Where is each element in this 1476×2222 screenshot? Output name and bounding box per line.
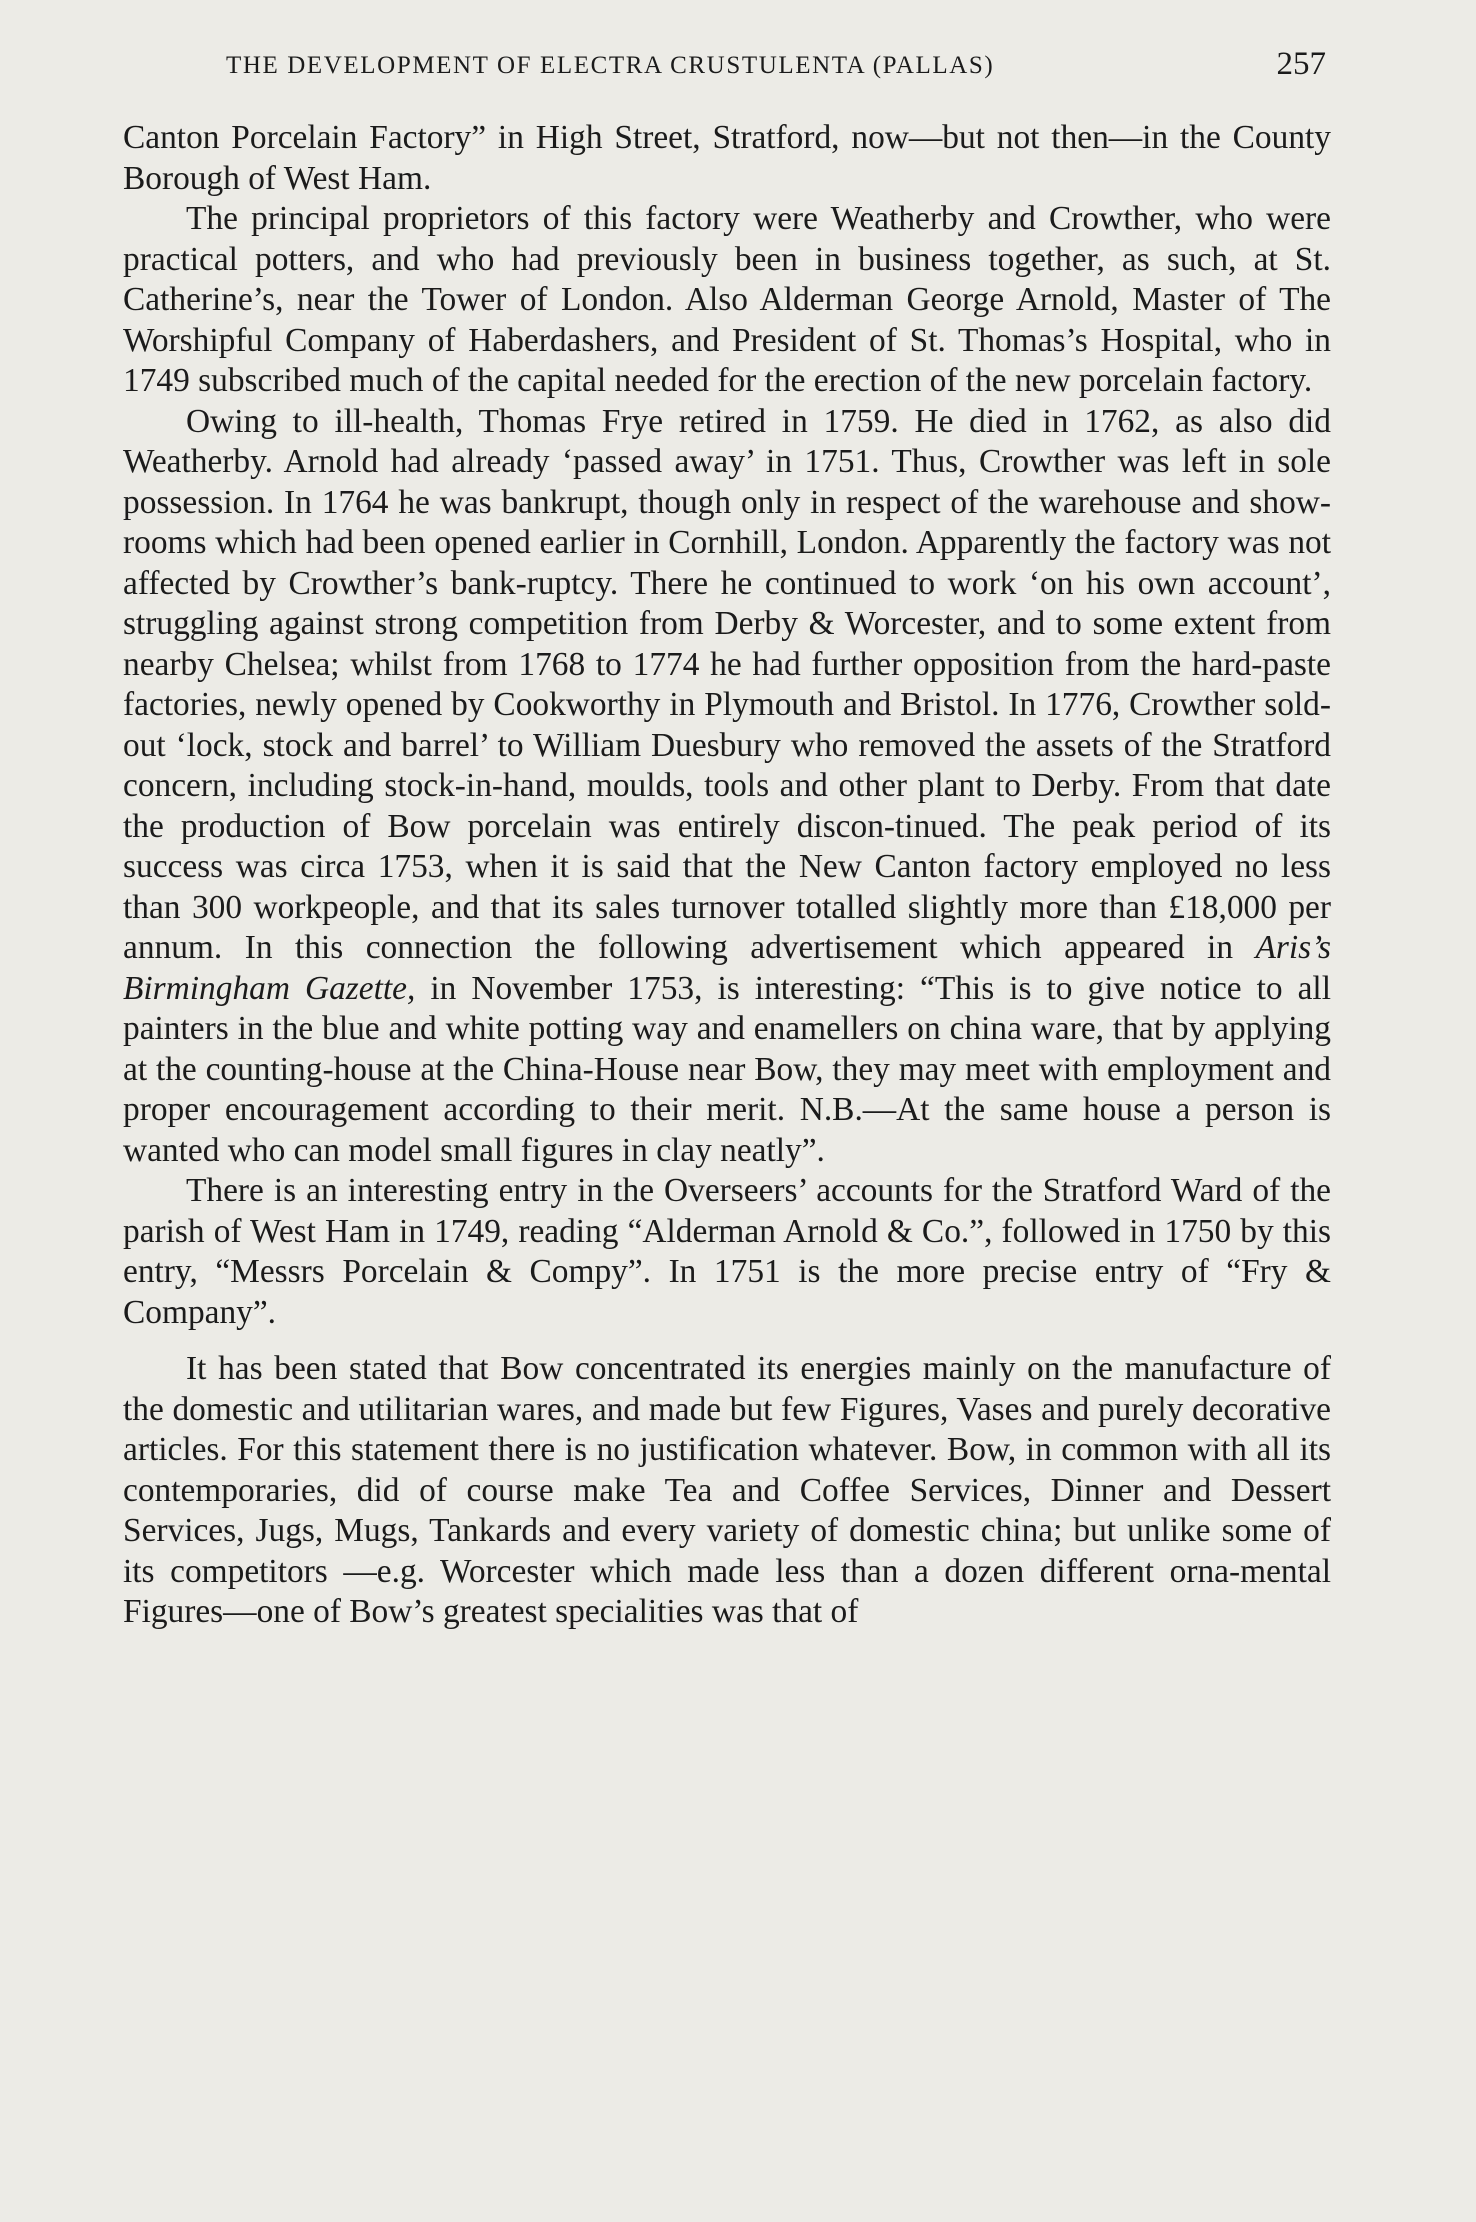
running-title: THE DEVELOPMENT OF ELECTRA CRUSTULENTA (PALLAS) [226, 52, 995, 79]
paragraph-history [123, 402, 1331, 1172]
newspaper-title: Aris’s Birmingham Gazette, [123, 929, 1331, 1007]
page-number: 257 [1276, 46, 1326, 82]
paragraph-proprietors: The principal proprietors of this factory were Weatherby and Crowther, who were practical potters, and who had previously been in business together, as such, at St. Catherine’s, near the Tower of London. Also Alderman George Arnold, Master of The Worshipful Company of Haberdashers, and President of St. Thomas’s Hospital, who in 1749 subscribed much of the capital needed for the erection of the new porcelain factory. [123, 200, 1331, 399]
paragraph-wares: It has been stated that Bow concentrated its energies mainly on the manufacture of the domestic and utilitarian wares, and made but few Figures, Vases and purely decorative articles. For this statement there is no justification whatever. Bow, in common with all its contemporaries, did of course make Tea and Coffee Services, Dinner and Dessert Services, Jugs, Mugs, Tankards and every variety of domestic china; but unlike some of its competitors —e.g. Worcester which made less than a dozen different orna-mental Figures—one of Bow’s greatest specialities was that of [123, 1350, 1331, 1630]
paragraph-history-quote: in November 1753, is interesting: “This is to give notice to all painters in the blue and white potting way and enamellers on china ware, that by applying at the counting-house at the China-House near Bow, they may meet with employment and proper encouragement according to their merit. N.B.—At the same house a person is wanted who can model small figures in clay neatly”. [123, 969, 1331, 1169]
running-header [226, 46, 1326, 86]
paragraph-overseers: There is an interesting entry in the Overseers’ accounts for the Stratford Ward of the parish of West Ham in 1749, reading “Alderman Arnold & Co.”, followed in 1750 by this entry, “Messrs Porcelain & Compy”. In 1751 is the more precise entry of “Fry & Company”. [123, 1172, 1331, 1331]
body-text [123, 118, 1331, 1633]
paragraph-history-text: Owing to ill-health, Thomas Frye retired in 1759. He died in 1762, as also did Weatherby. Arnold had already ‘passed away’ in 1751. Thus, Crowther was left in sole possession. In 1764 he was bankrupt, though only in respect of the warehouse and show-rooms which had been opened earlier in Cornhill, London. Apparently the factory was not affected by Crowther’s bank-ruptcy. There he continued to work ‘on his own account’, struggling against strong competition from Derby & Worcester, and to some extent from nearby Chelsea; whilst from 1768 to 1774 he had further opposition from the hard-paste factories, newly opened by Cookworthy in Plymouth and Bristol. In 1776, Crowther sold-out ‘lock, stock and barrel’ to William Duesbury who removed the assets of the Stratford concern, including stock-in-hand, moulds, tools and other plant to Derby. From that date the production of Bow porcelain was entirely discon-tinued. The peak period of its success was circa 1753, when it is said that the New Canton factory employed no less than 300 workpeople, and that its sales turnover totalled slightly more than £18,000 per annum. In this connection the following advertisement which appeared in [123, 402, 1331, 966]
paragraph-continued: Canton Porcelain Factory” in High Street, Stratford, now—but not then—in the County Borough of West Ham. [123, 119, 1331, 197]
